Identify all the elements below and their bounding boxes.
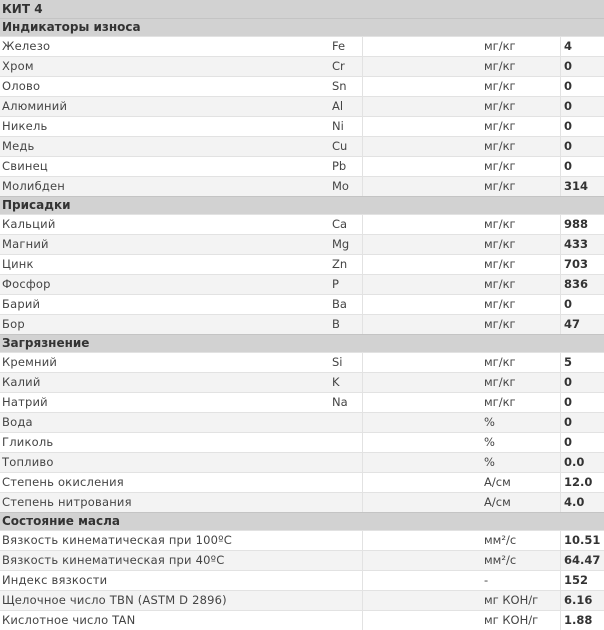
empty-cell <box>362 433 482 452</box>
unit-cell: мг/кг <box>484 355 516 369</box>
value-cell: 0 <box>560 57 604 76</box>
element-symbol: Na <box>332 395 348 409</box>
parameter-name: Медь <box>2 139 35 153</box>
unit-cell: мг/кг <box>484 139 516 153</box>
parameter-name: Алюминий <box>2 99 68 113</box>
element-symbol: Mg <box>332 237 350 251</box>
value-cell: 0 <box>560 373 604 392</box>
parameter-name: Индекс вязкости <box>2 573 108 587</box>
parameter-name: Гликоль <box>2 435 54 449</box>
empty-cell <box>362 493 482 512</box>
table-row <box>0 492 604 512</box>
unit-cell: мг/кг <box>484 159 516 173</box>
element-symbol: Mo <box>332 179 349 193</box>
value-cell: 703 <box>560 255 604 274</box>
table-row <box>0 610 604 630</box>
element-symbol: Cr <box>332 59 345 73</box>
element-symbol <box>332 571 360 590</box>
parameter-name: Натрий <box>2 395 48 409</box>
value-cell: 433 <box>560 235 604 254</box>
parameter-name: Степень окисления <box>2 475 124 489</box>
parameter-name: Олово <box>2 79 41 93</box>
unit-cell: мг/кг <box>484 317 516 331</box>
table-row <box>0 392 604 412</box>
table-row <box>0 550 604 570</box>
empty-cell <box>362 97 482 116</box>
element-symbol: Zn <box>332 257 348 271</box>
parameter-name: Вязкость кинематическая при 100ºC <box>2 533 232 547</box>
table-row <box>0 432 604 452</box>
element-symbol: Si <box>332 355 343 369</box>
element-symbol <box>332 611 360 630</box>
value-cell: 0 <box>560 157 604 176</box>
element-symbol <box>332 591 360 610</box>
value-cell: 0 <box>560 433 604 452</box>
element-symbol: B <box>332 317 340 331</box>
empty-cell <box>362 215 482 234</box>
value-cell: 152 <box>560 571 604 590</box>
unit-cell: мг/кг <box>484 237 516 251</box>
empty-cell <box>362 551 482 570</box>
table-row <box>0 452 604 472</box>
unit-cell: мг/кг <box>484 119 516 133</box>
value-cell: 10.51 <box>560 531 604 550</box>
unit-cell: мг/кг <box>484 99 516 113</box>
empty-cell <box>362 591 482 610</box>
empty-cell <box>362 77 482 96</box>
parameter-name: Кислотное число TAN <box>2 613 136 627</box>
element-symbol: K <box>332 375 340 389</box>
parameter-name: Вязкость кинематическая при 40ºC <box>2 553 225 567</box>
element-symbol: Ba <box>332 297 347 311</box>
parameter-name: Молибден <box>2 179 66 193</box>
parameter-name: Барий <box>2 297 41 311</box>
empty-cell <box>362 37 482 56</box>
unit-cell: % <box>484 455 495 469</box>
table-row <box>0 590 604 610</box>
table-row <box>0 274 604 294</box>
element-symbol <box>332 473 360 492</box>
table-row <box>0 116 604 136</box>
empty-cell <box>362 373 482 392</box>
element-symbol <box>332 493 360 512</box>
section-header: Присадки <box>0 196 604 214</box>
unit-cell: А/см <box>484 495 511 509</box>
unit-cell: мг/кг <box>484 257 516 271</box>
value-cell: 0 <box>560 137 604 156</box>
table-row <box>0 176 604 196</box>
value-cell: 4.0 <box>560 493 604 512</box>
parameter-name: Бор <box>2 317 25 331</box>
unit-cell: мг КОН/г <box>484 593 539 607</box>
value-cell: 12.0 <box>560 473 604 492</box>
table-row <box>0 472 604 492</box>
table-row <box>0 214 604 234</box>
element-symbol <box>332 453 360 472</box>
value-cell: 6.16 <box>560 591 604 610</box>
value-cell: 0 <box>560 295 604 314</box>
table-row <box>0 254 604 274</box>
table-row <box>0 570 604 590</box>
empty-cell <box>362 275 482 294</box>
section-header: Состояние масла <box>0 512 604 530</box>
value-cell: 47 <box>560 315 604 334</box>
parameter-name: Топливо <box>2 455 54 469</box>
empty-cell <box>362 611 482 630</box>
unit-cell: мг/кг <box>484 59 516 73</box>
element-symbol: Ca <box>332 217 348 231</box>
value-cell: 0 <box>560 97 604 116</box>
empty-cell <box>362 393 482 412</box>
table-row <box>0 36 604 56</box>
unit-cell: мг/кг <box>484 39 516 53</box>
empty-cell <box>362 117 482 136</box>
unit-cell: мг/кг <box>484 277 516 291</box>
empty-cell <box>362 571 482 590</box>
value-cell: 64.47 <box>560 551 604 570</box>
empty-cell <box>362 57 482 76</box>
table-row <box>0 136 604 156</box>
empty-cell <box>362 295 482 314</box>
unit-cell: мг КОН/г <box>484 613 539 627</box>
empty-cell <box>362 531 482 550</box>
value-cell: 0 <box>560 413 604 432</box>
element-symbol <box>332 531 360 550</box>
value-cell: 0 <box>560 117 604 136</box>
parameter-name: Вода <box>2 415 33 429</box>
element-symbol <box>332 433 360 452</box>
empty-cell <box>362 413 482 432</box>
unit-cell: мм²/с <box>484 553 517 567</box>
empty-cell <box>362 453 482 472</box>
parameter-name: Свинец <box>2 159 48 173</box>
table-row <box>0 372 604 392</box>
table-row <box>0 234 604 254</box>
parameter-name: Калий <box>2 375 41 389</box>
unit-cell: мг/кг <box>484 179 516 193</box>
parameter-name: Хром <box>2 59 34 73</box>
value-cell: 836 <box>560 275 604 294</box>
parameter-name: Цинк <box>2 257 34 271</box>
element-symbol: Cu <box>332 139 348 153</box>
parameter-name: Степень нитрования <box>2 495 132 509</box>
element-symbol: Pb <box>332 159 347 173</box>
empty-cell <box>362 235 482 254</box>
element-symbol: Sn <box>332 79 347 93</box>
unit-cell: мм²/с <box>484 533 517 547</box>
value-cell: 314 <box>560 177 604 196</box>
value-cell: 5 <box>560 353 604 372</box>
table-row <box>0 56 604 76</box>
element-symbol: P <box>332 277 339 291</box>
parameter-name: Щелочное число TBN (ASTM D 2896) <box>2 593 227 607</box>
parameter-name: Железо <box>2 39 51 53</box>
element-symbol: Al <box>332 99 344 113</box>
table-row <box>0 530 604 550</box>
unit-cell: мг/кг <box>484 395 516 409</box>
unit-cell: % <box>484 435 495 449</box>
parameter-name: Магний <box>2 237 49 251</box>
table-title: КИТ 4 <box>0 0 604 18</box>
table-row <box>0 314 604 334</box>
table-row <box>0 96 604 116</box>
table-row <box>0 156 604 176</box>
value-cell: 0.0 <box>560 453 604 472</box>
value-cell: 4 <box>560 37 604 56</box>
value-cell: 0 <box>560 393 604 412</box>
empty-cell <box>362 255 482 274</box>
parameter-name: Фосфор <box>2 277 51 291</box>
empty-cell <box>362 177 482 196</box>
value-cell: 1.88 <box>560 611 604 630</box>
section-header: Индикаторы износа <box>0 18 604 36</box>
unit-cell: А/см <box>484 475 511 489</box>
unit-cell: мг/кг <box>484 297 516 311</box>
value-cell: 988 <box>560 215 604 234</box>
table-row <box>0 352 604 372</box>
element-symbol: Ni <box>332 119 344 133</box>
empty-cell <box>362 353 482 372</box>
unit-cell: мг/кг <box>484 375 516 389</box>
parameter-name: Кремний <box>2 355 58 369</box>
table-row <box>0 412 604 432</box>
value-cell: 0 <box>560 77 604 96</box>
empty-cell <box>362 157 482 176</box>
parameter-name: Кальций <box>2 217 56 231</box>
element-symbol <box>332 413 360 432</box>
sections-container <box>0 18 604 630</box>
table-row <box>0 76 604 96</box>
parameter-name: Никель <box>2 119 48 133</box>
unit-cell: - <box>484 573 489 587</box>
unit-cell: мг/кг <box>484 217 516 231</box>
empty-cell <box>362 473 482 492</box>
table-row <box>0 294 604 314</box>
unit-cell: мг/кг <box>484 79 516 93</box>
empty-cell <box>362 315 482 334</box>
unit-cell: % <box>484 415 495 429</box>
empty-cell <box>362 137 482 156</box>
element-symbol <box>332 551 360 570</box>
element-symbol: Fe <box>332 39 346 53</box>
section-header: Загрязнение <box>0 334 604 352</box>
